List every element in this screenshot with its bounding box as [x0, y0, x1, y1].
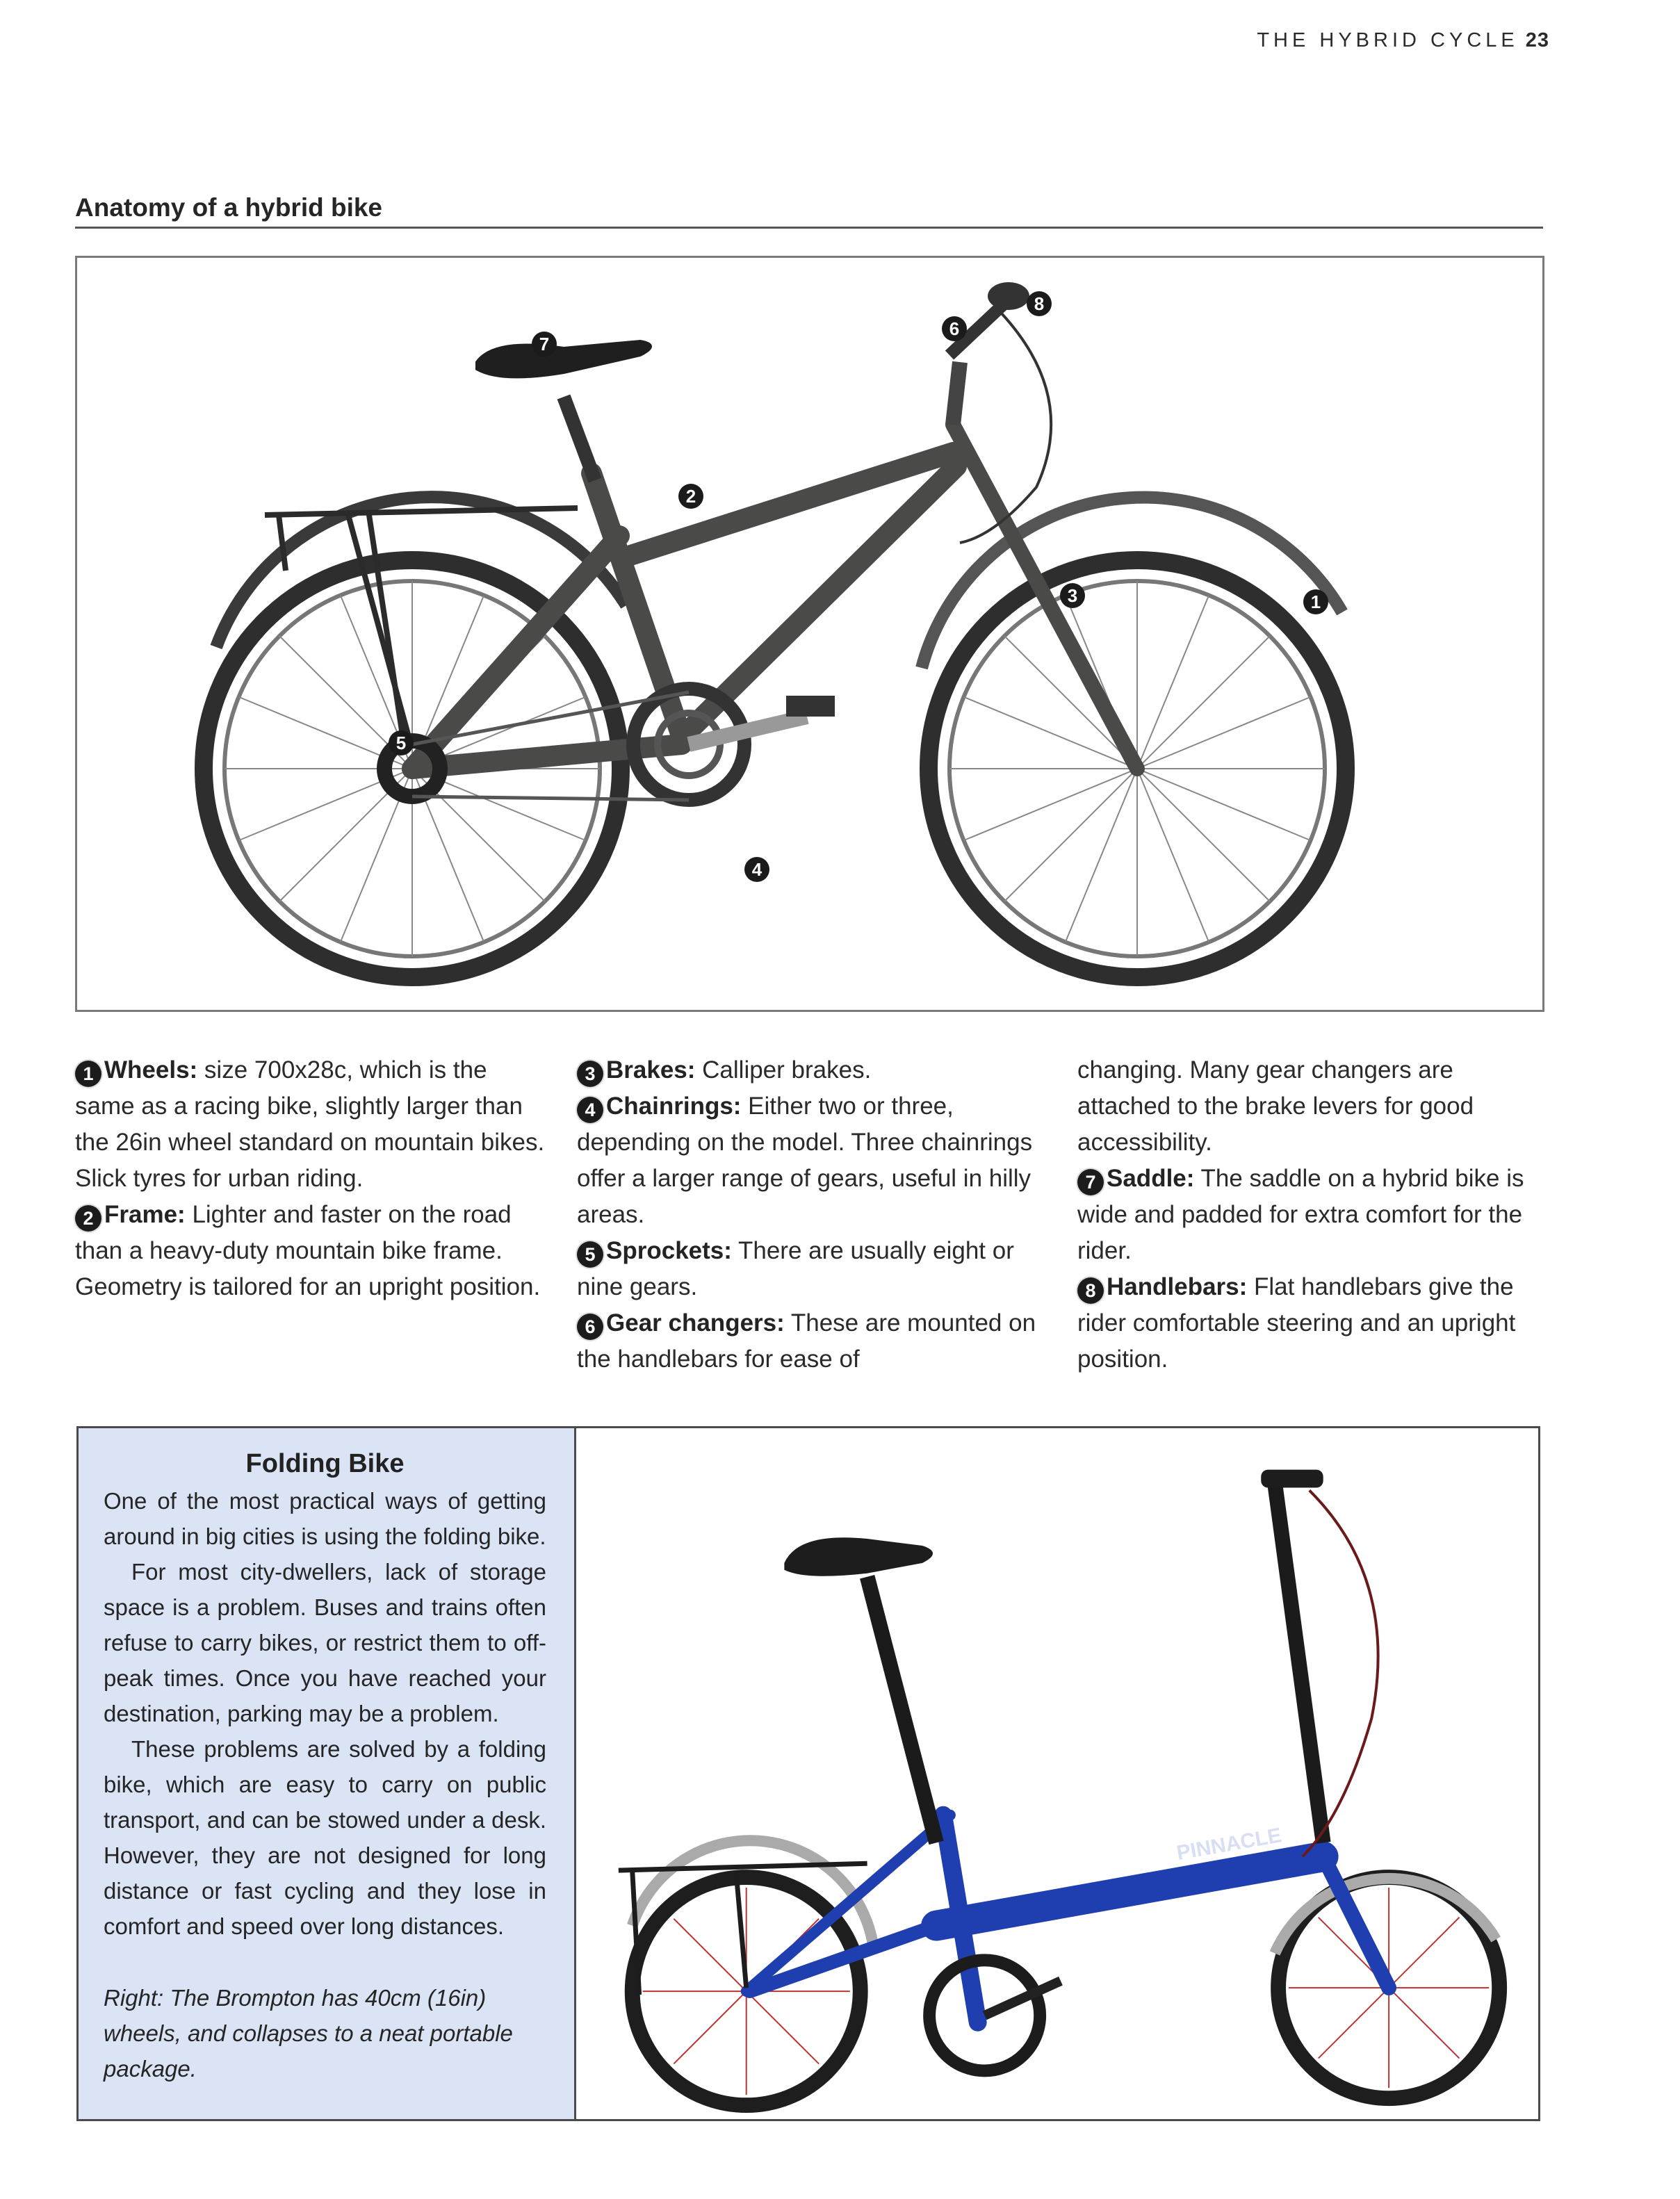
folding-bike-sidebar	[76, 1426, 574, 2121]
number-badge-icon: 5	[577, 1241, 603, 1268]
number-badge-icon: 1	[75, 1061, 101, 1087]
legend-term: Sprockets:	[606, 1237, 732, 1264]
legend-text: There are usually eight or nine gears.	[577, 1237, 1014, 1300]
legend-item-frame	[75, 1197, 548, 1305]
running-title: THE HYBRID CYCLE	[1257, 29, 1519, 51]
sidebar-photo-caption: Right: The Brompton has 40cm (16in) wheels, and collapses to a neat portable package.	[104, 1985, 513, 2082]
folding-bike-photo	[574, 1426, 1540, 2121]
saddle	[477, 341, 651, 377]
sidebar-title: Folding Bike	[245, 1449, 405, 1478]
section-rule	[75, 227, 1543, 229]
callout-1	[1303, 589, 1328, 614]
legend-term: Handlebars:	[1107, 1273, 1248, 1300]
callout-6	[942, 316, 967, 341]
number-badge-icon: 8	[1077, 1277, 1104, 1304]
svg-text:6: 6	[949, 318, 960, 339]
section-title: Anatomy of a hybrid bike	[75, 193, 383, 222]
legend-item-handlebars	[1077, 1269, 1550, 1378]
svg-text:3: 3	[1067, 585, 1078, 606]
svg-text:7: 7	[539, 334, 550, 354]
fork	[953, 425, 1137, 769]
legend-term: Brakes:	[606, 1056, 696, 1084]
legend-item-sprockets	[577, 1233, 1050, 1305]
legend-text: The saddle on a hybrid bike is wide and padded for extra comfort for the rider.	[1077, 1165, 1524, 1264]
svg-text:8: 8	[1034, 293, 1045, 314]
callout-8	[1027, 291, 1052, 316]
hybrid-bike-figure	[75, 256, 1544, 1012]
svg-text:4: 4	[751, 859, 762, 880]
legend-column-2	[577, 1052, 1050, 1378]
brand-decal: PINNACLE	[1175, 1824, 1284, 1865]
page-number: 23	[1525, 29, 1549, 51]
svg-text:5: 5	[395, 733, 407, 753]
legend-text: changing. Many gear changers are attached to the brake levers for good accessibility.	[1077, 1056, 1474, 1156]
folding-bike-illustration	[576, 1428, 1538, 2119]
callout-2	[678, 484, 703, 509]
hybrid-bike-illustration	[77, 258, 1542, 1010]
number-badge-icon: 4	[577, 1097, 603, 1123]
legend-item-saddle	[1077, 1161, 1550, 1269]
number-badge-icon: 6	[577, 1314, 603, 1340]
callout-4	[744, 857, 769, 882]
number-badge-icon: 3	[577, 1061, 603, 1087]
legend-column-1	[75, 1052, 548, 1305]
legend-column-3	[1077, 1052, 1550, 1378]
legend-text: Either two or three, depending on the model. Three chainrings offer a larger range of gears, useful in hilly areas.	[577, 1093, 1033, 1228]
legend-text: size 700x28c, which is the same as a racing bike, slightly larger than the 26in wheel standard on mountain bikes. Slick tyres for urban riding.	[75, 1056, 545, 1192]
legend-item-chainrings	[577, 1088, 1050, 1233]
legend-term: Saddle:	[1107, 1165, 1195, 1192]
main-tube	[936, 1856, 1323, 1925]
running-head	[1257, 29, 1549, 52]
legend-text: Calliper brakes.	[695, 1056, 872, 1084]
legend-term: Wheels:	[104, 1056, 198, 1084]
handlebar-stem	[1275, 1484, 1323, 1843]
sidebar-paragraph: One of the most practical ways of getting around in big cities is using the folding bike.	[104, 1488, 546, 1549]
legend-term: Frame:	[104, 1201, 186, 1228]
svg-text:1: 1	[1310, 591, 1321, 612]
legend-item-gear-changers	[577, 1305, 1050, 1378]
legend-term: Chainrings:	[606, 1093, 742, 1120]
number-badge-icon: 2	[75, 1205, 101, 1232]
legend-term: Gear changers:	[606, 1309, 785, 1336]
saddle	[784, 1537, 933, 1576]
legend-text: These are mounted on the handlebars for ease of	[577, 1309, 1036, 1373]
sidebar-paragraph: For most city-dwellers, lack of storage space is a problem. Buses and trains often refuse to carry bikes, or restrict them to off-peak times. Once you have reached your destination, parking may be a problem.	[104, 1559, 546, 1726]
callout-5	[389, 730, 414, 755]
callout-7	[532, 332, 557, 357]
svg-text:2: 2	[685, 486, 696, 507]
legend-text: Flat handlebars give the rider comfortable steering and an upright position.	[1077, 1273, 1516, 1373]
legend-text: Lighter and faster on the road than a heavy-duty mountain bike frame. Geometry is tailored for an upright position.	[75, 1201, 541, 1300]
legend-item-brakes	[577, 1052, 1050, 1088]
legend-item-gear-changers-continued	[1077, 1052, 1550, 1161]
legend-item-wheels	[75, 1052, 548, 1197]
number-badge-icon: 7	[1077, 1169, 1104, 1195]
sidebar-paragraph: These problems are solved by a folding bike, which are easy to carry on public transport, and can be stowed under a desk. However, they are not designed for long distance or fast cycling and they lose in comfort and speed over long distances.	[104, 1736, 546, 1939]
callout-3	[1060, 583, 1085, 608]
